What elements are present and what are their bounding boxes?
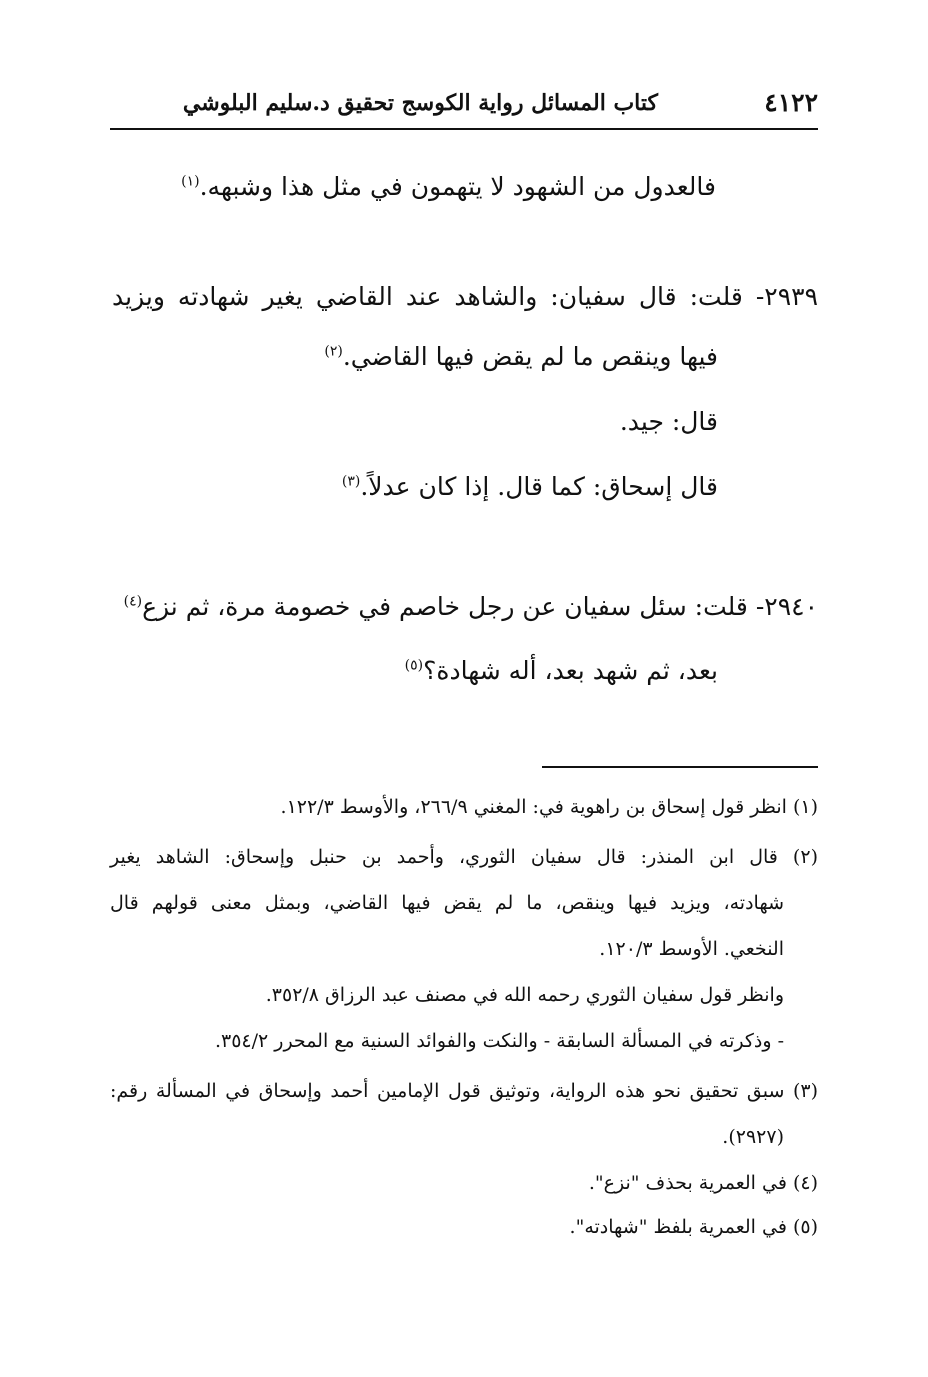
question-2939-ishaq-text: قال إسحاق: كما قال. إذا كان عدلاً. (360, 472, 718, 501)
footnote-5: (٥) في العمرية بلفظ "شهادته". (569, 1216, 818, 1238)
question-2939-answer: قال: جيد. (619, 407, 718, 436)
footnote-2-line-1: (٢) قال ابن المنذر: قال سفيان الثوري، وأحمد بن حنبل وإسحاق: الشاهد يغير (110, 846, 818, 868)
footnote-2-line-4: وانظر قول سفيان الثوري رحمه الله في مصنف عبد الرزاق ٣٥٢/٨. (265, 984, 784, 1006)
question-2940-line-2 (405, 656, 718, 685)
footnote-3-line-1: (٣) سبق تحقيق نحو هذه الرواية، وتوثيق قول الإمامين أحمد وإسحاق في المسألة رقم: (110, 1080, 818, 1102)
footnote-separator (542, 766, 818, 768)
question-2939-line-1: ٢٩٣٩- قلت: قال سفيان: والشاهد عند القاضي يغير شهادته ويزيد (112, 282, 818, 311)
footnote-ref-5: (٥) (404, 657, 424, 674)
intro-text: فالعدول من الشهود لا يتهمون في مثل هذا وشبهه. (199, 172, 716, 201)
footnote-3-line-2: (٢٩٢٧). (722, 1126, 784, 1148)
question-2940-line-1-text: ٢٩٤٠- قلت: سئل سفيان عن رجل خاصم في خصومة مرة، ثم نزع (142, 592, 818, 621)
question-2939-line-2 (324, 342, 718, 371)
footnote-1: (١) انظر قول إسحاق بن راهوية في: المغني ٢٦٦/٩، والأوسط ١٢٢/٣. (280, 796, 818, 818)
intro-paragraph (181, 172, 716, 201)
footnote-2-line-3: النخعي. الأوسط ١٢٠/٣. (599, 938, 784, 960)
footnote-ref-4: (٤) (123, 593, 143, 610)
running-header-title: كتاب المسائل رواية الكوسج تحقيق د.سليم البلوشي (182, 90, 658, 116)
question-2939-ishaq (342, 472, 718, 501)
footnote-4: (٤) في العمرية بحذف "نزع". (588, 1172, 818, 1194)
question-2940-line-1 (124, 592, 818, 621)
footnote-ref-2: (٢) (324, 343, 343, 360)
footnote-ref-1: (١) (181, 173, 200, 190)
page-number: ٤١٢٢ (764, 88, 818, 117)
question-2940-line-2-text: بعد، ثم شهد بعد، أله شهادة؟ (423, 656, 718, 685)
footnote-2-line-5: - وذكرته في المسألة السابقة - والنكت والفوائد السنية مع المحرر ٣٥٤/٢. (214, 1030, 784, 1052)
footnote-ref-3: (٣) (341, 473, 361, 490)
footnote-2-line-2: شهادته، ويزيد فيها وينقص، ما لم يقض فيها القاضي، وبمثل معنى قولهم قال (110, 892, 784, 914)
header-rule (110, 128, 818, 130)
question-2939-line-2-text: فيها وينقص ما لم يقض فيها القاضي. (342, 342, 718, 371)
